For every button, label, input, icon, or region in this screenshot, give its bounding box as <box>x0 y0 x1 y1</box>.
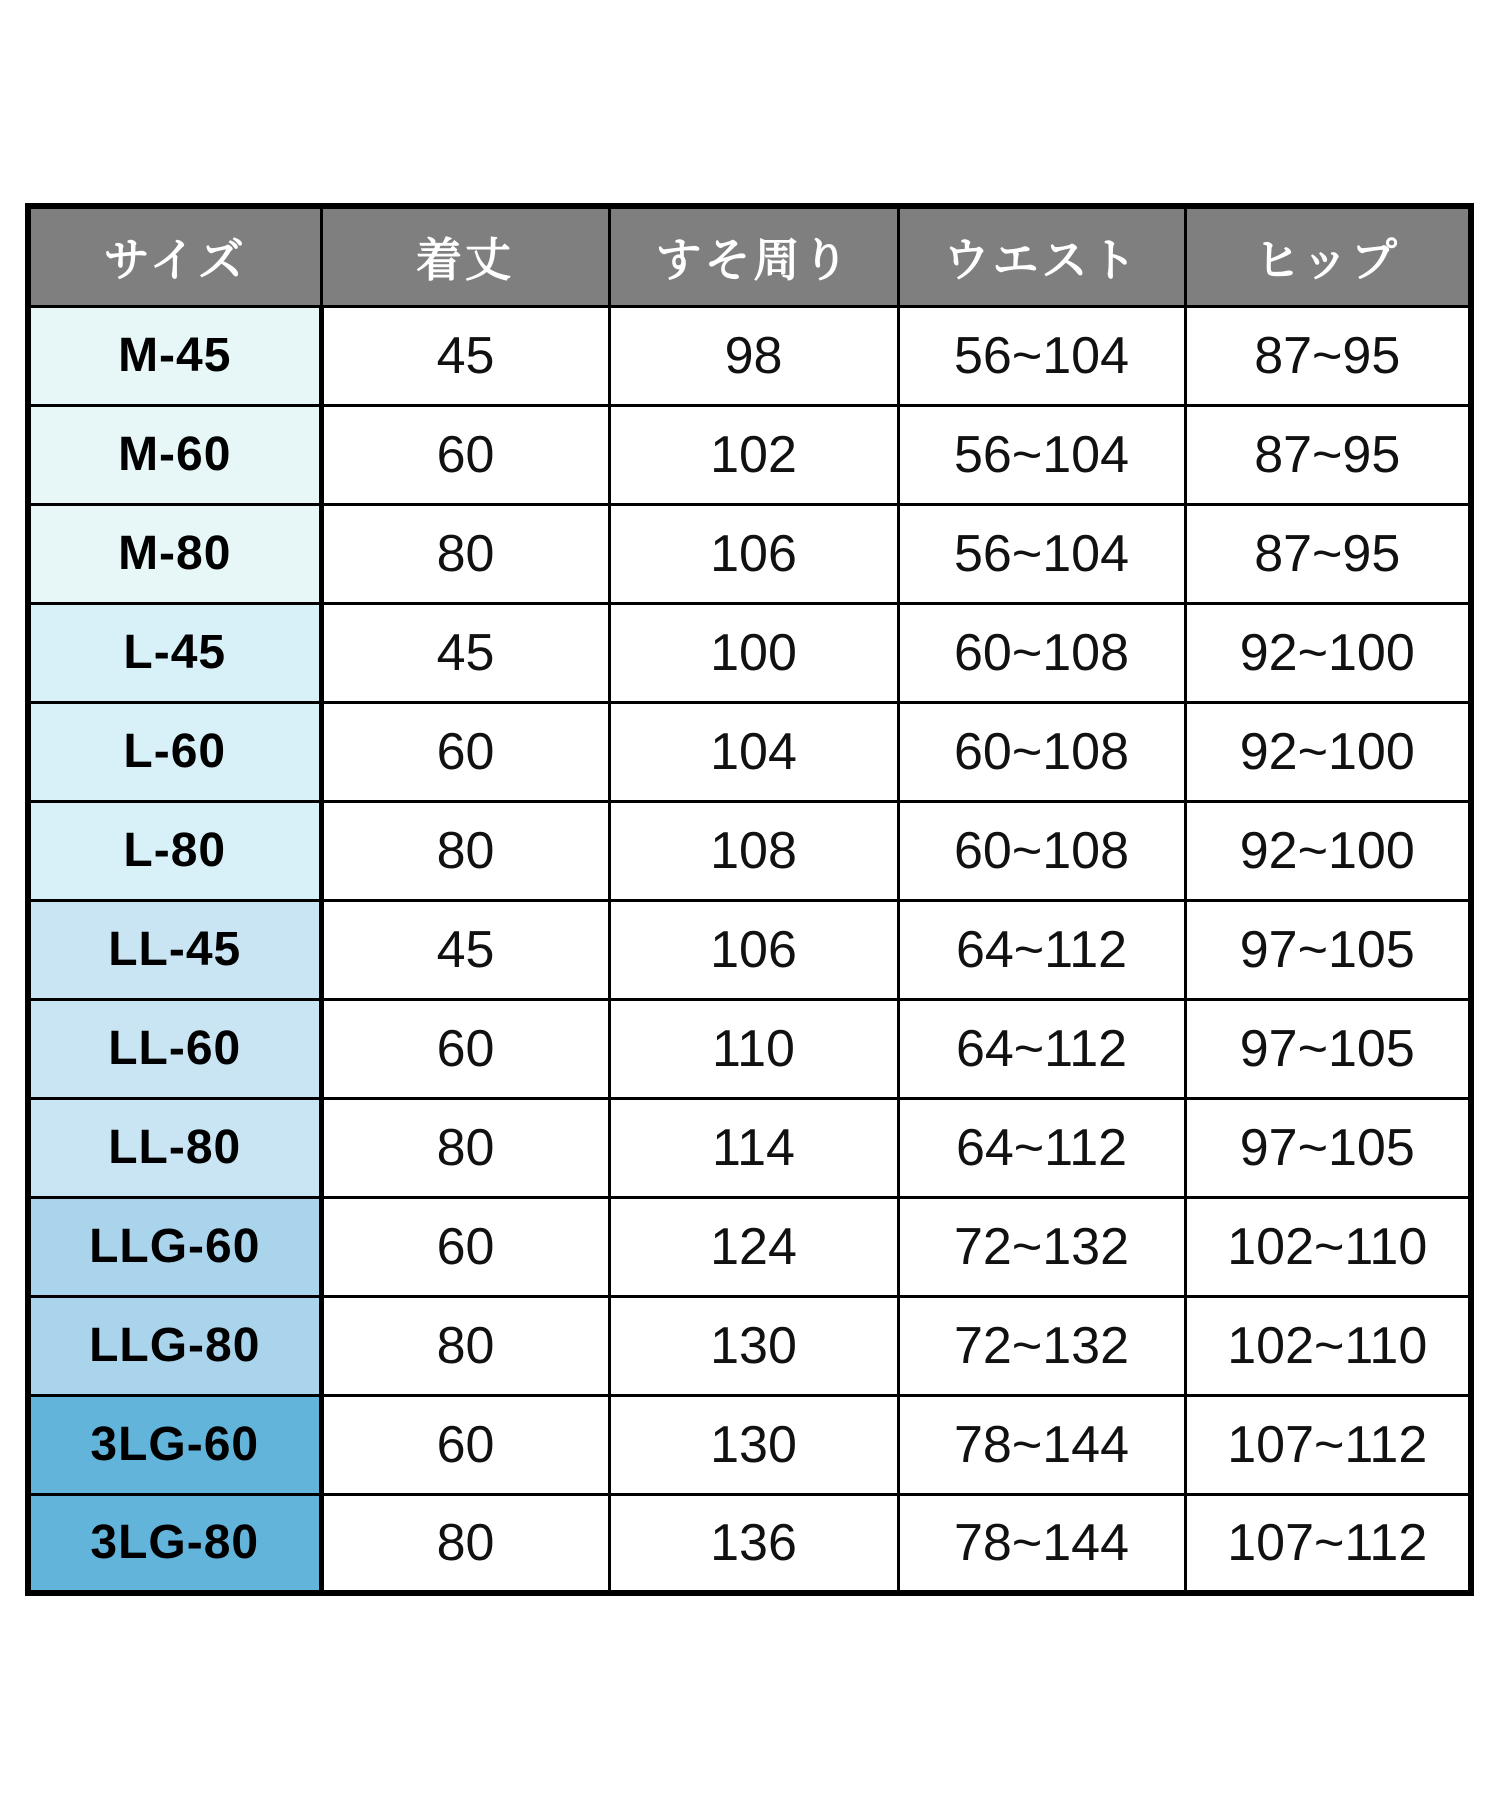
table-row <box>28 999 1471 1098</box>
table-row <box>28 1395 1471 1494</box>
hip-cell: 92~100 <box>1185 603 1471 702</box>
hip-cell: 87~95 <box>1185 504 1471 603</box>
hip-cell: 87~95 <box>1185 306 1471 405</box>
hem-cell: 110 <box>609 999 898 1098</box>
waist-cell: 64~112 <box>898 1098 1185 1197</box>
table-row <box>28 603 1471 702</box>
hem-cell: 98 <box>609 306 898 405</box>
hip-cell: 92~100 <box>1185 801 1471 900</box>
size-cell: 3LG-60 <box>28 1395 321 1494</box>
length-cell: 80 <box>321 1098 609 1197</box>
hip-cell: 107~112 <box>1185 1395 1471 1494</box>
hem-cell: 100 <box>609 603 898 702</box>
header-waist: ウエスト <box>898 206 1185 306</box>
hip-cell: 102~110 <box>1185 1197 1471 1296</box>
hip-cell: 102~110 <box>1185 1296 1471 1395</box>
size-chart <box>25 203 1474 1596</box>
hip-cell: 97~105 <box>1185 900 1471 999</box>
waist-cell: 72~132 <box>898 1296 1185 1395</box>
hem-cell: 106 <box>609 504 898 603</box>
hip-cell: 97~105 <box>1185 1098 1471 1197</box>
length-cell: 60 <box>321 999 609 1098</box>
hem-cell: 114 <box>609 1098 898 1197</box>
waist-cell: 64~112 <box>898 900 1185 999</box>
length-cell: 80 <box>321 504 609 603</box>
header-length: 着丈 <box>321 206 609 306</box>
length-cell: 60 <box>321 702 609 801</box>
hem-cell: 106 <box>609 900 898 999</box>
size-cell: LLG-80 <box>28 1296 321 1395</box>
hip-cell: 87~95 <box>1185 405 1471 504</box>
length-cell: 60 <box>321 405 609 504</box>
header-row <box>28 206 1471 306</box>
size-cell: M-60 <box>28 405 321 504</box>
header-hip: ヒップ <box>1185 206 1471 306</box>
hem-cell: 104 <box>609 702 898 801</box>
waist-cell: 60~108 <box>898 603 1185 702</box>
table-row <box>28 900 1471 999</box>
hip-cell: 107~112 <box>1185 1494 1471 1593</box>
size-cell: LLG-60 <box>28 1197 321 1296</box>
table-row <box>28 1197 1471 1296</box>
header-hem: すそ周り <box>609 206 898 306</box>
table-row <box>28 702 1471 801</box>
length-cell: 80 <box>321 801 609 900</box>
length-cell: 45 <box>321 900 609 999</box>
table-header <box>28 206 1471 306</box>
waist-cell: 56~104 <box>898 405 1185 504</box>
size-cell: LL-60 <box>28 999 321 1098</box>
length-cell: 45 <box>321 306 609 405</box>
waist-cell: 56~104 <box>898 504 1185 603</box>
length-cell: 45 <box>321 603 609 702</box>
hem-cell: 124 <box>609 1197 898 1296</box>
waist-cell: 60~108 <box>898 801 1185 900</box>
waist-cell: 60~108 <box>898 702 1185 801</box>
table-row <box>28 504 1471 603</box>
size-cell: L-60 <box>28 702 321 801</box>
table-row <box>28 405 1471 504</box>
hem-cell: 102 <box>609 405 898 504</box>
table-row <box>28 306 1471 405</box>
table-body <box>28 306 1471 1593</box>
table-row <box>28 1296 1471 1395</box>
size-cell: M-45 <box>28 306 321 405</box>
table-row <box>28 1494 1471 1593</box>
waist-cell: 64~112 <box>898 999 1185 1098</box>
length-cell: 60 <box>321 1395 609 1494</box>
size-cell: L-80 <box>28 801 321 900</box>
hip-cell: 97~105 <box>1185 999 1471 1098</box>
length-cell: 60 <box>321 1197 609 1296</box>
waist-cell: 78~144 <box>898 1494 1185 1593</box>
size-cell: LL-80 <box>28 1098 321 1197</box>
size-chart-table <box>25 203 1474 1596</box>
hem-cell: 108 <box>609 801 898 900</box>
size-cell: 3LG-80 <box>28 1494 321 1593</box>
table-row <box>28 801 1471 900</box>
hem-cell: 130 <box>609 1395 898 1494</box>
hip-cell: 92~100 <box>1185 702 1471 801</box>
header-size: サイズ <box>28 206 321 306</box>
length-cell: 80 <box>321 1494 609 1593</box>
size-cell: M-80 <box>28 504 321 603</box>
waist-cell: 78~144 <box>898 1395 1185 1494</box>
table-row <box>28 1098 1471 1197</box>
size-cell: LL-45 <box>28 900 321 999</box>
hem-cell: 136 <box>609 1494 898 1593</box>
waist-cell: 56~104 <box>898 306 1185 405</box>
length-cell: 80 <box>321 1296 609 1395</box>
size-cell: L-45 <box>28 603 321 702</box>
waist-cell: 72~132 <box>898 1197 1185 1296</box>
hem-cell: 130 <box>609 1296 898 1395</box>
